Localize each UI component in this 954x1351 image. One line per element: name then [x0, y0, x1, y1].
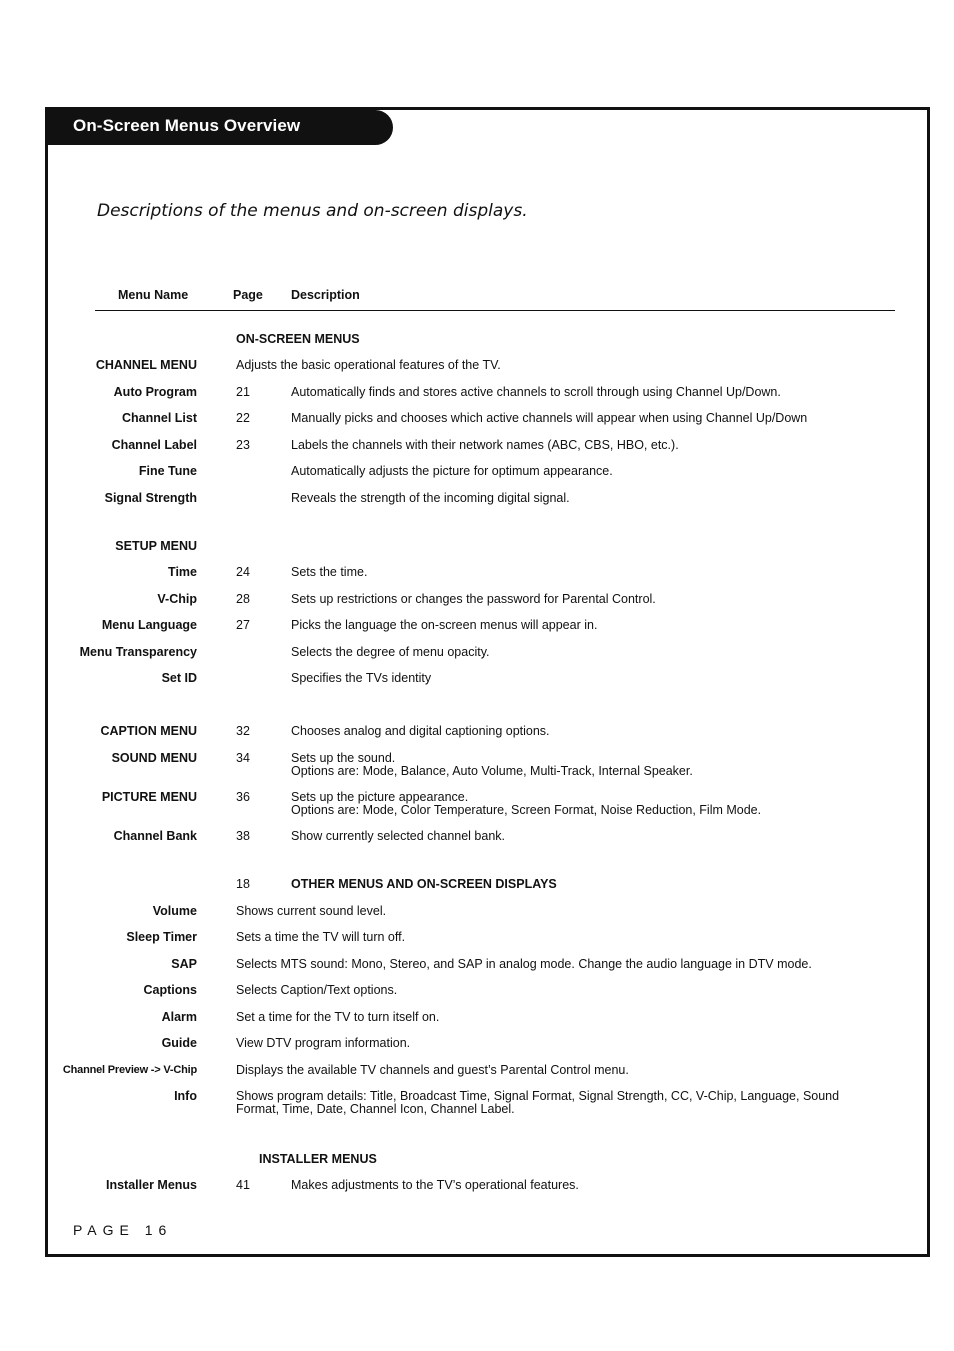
table-row [0, 725, 954, 741]
page-number-cell: 22 [236, 411, 250, 425]
description-cell [236, 1090, 839, 1116]
menu-name: Menu Language [101, 618, 197, 632]
table-row [0, 1037, 954, 1053]
description-cell [291, 1179, 579, 1192]
description-cell [236, 359, 501, 372]
page-number-cell: 23 [236, 438, 250, 452]
table-row [0, 958, 954, 974]
description-line-2: Options are: Mode, Balance, Auto Volume, Multi-Track, Internal Speaker. [291, 764, 693, 778]
table-row [0, 412, 954, 428]
column-header-description: Description [291, 288, 360, 302]
description-cell [236, 1064, 629, 1077]
description-line: Adjusts the basic operational features of the TV. [236, 358, 501, 372]
menu-name: CHANNEL MENU [95, 358, 197, 372]
description-line: Reveals the strength of the incoming digital signal. [291, 491, 570, 505]
description-line: Displays the available TV channels and guest’s Parental Control menu. [236, 1063, 629, 1077]
description-line: View DTV program information. [236, 1036, 411, 1050]
page-number-cell: 34 [236, 751, 250, 765]
page-subtitle: Descriptions of the menus and on-screen displays. [97, 201, 528, 221]
description-cell [291, 492, 570, 505]
menu-name: Sleep Timer [126, 930, 197, 944]
description-cell [236, 931, 405, 944]
menu-name: Volume [152, 904, 197, 918]
page-number-cell: 27 [236, 618, 250, 632]
description-cell [291, 566, 367, 579]
menu-name: Captions [143, 983, 197, 997]
page-number-cell: 32 [236, 724, 250, 738]
description-line: Selects Caption/Text options. [236, 983, 398, 997]
menu-name: Installer Menus [106, 1178, 197, 1192]
page-number-cell: 21 [236, 385, 250, 399]
description-cell [291, 830, 505, 843]
menu-name: Channel Bank [113, 829, 197, 843]
page-number: PAGE 16 [73, 1222, 173, 1238]
description-cell [291, 386, 781, 399]
page-number-cell: 28 [236, 592, 250, 606]
section-title: On-Screen Menus Overview [73, 116, 301, 135]
table-row [0, 465, 954, 481]
menu-name: V-Chip [157, 592, 197, 606]
page-number-cell: 38 [236, 829, 250, 843]
description-cell [291, 752, 693, 778]
description-line: OTHER MENUS AND ON-SCREEN DISPLAYS [291, 877, 557, 891]
table-row [0, 1064, 954, 1080]
menu-name: CAPTION MENU [100, 724, 197, 738]
menu-name: Channel List [121, 411, 197, 425]
description-line: Selects the degree of menu opacity. [291, 645, 490, 659]
description-cell [291, 725, 550, 738]
description-line-2: Options are: Mode, Color Temperature, Screen Format, Noise Reduction, Film Mode. [291, 803, 762, 817]
page-number-cell: 41 [236, 1178, 250, 1192]
description-cell [291, 593, 656, 606]
description-line: Chooses analog and digital captioning options. [291, 724, 550, 738]
table-row [0, 984, 954, 1000]
menu-name: Menu Transparency [79, 645, 197, 659]
description-cell [291, 672, 431, 685]
table-row [0, 646, 954, 662]
description-cell [236, 1011, 439, 1024]
table-row [0, 751, 954, 778]
table-row [0, 931, 954, 947]
table-row [0, 619, 954, 635]
description-line: Sets up restrictions or changes the password for Parental Control. [291, 592, 656, 606]
description-line: Automatically adjusts the picture for optimum appearance. [291, 464, 613, 478]
description-cell [291, 878, 557, 891]
menu-name: SETUP MENU [115, 539, 197, 553]
description-line: Automatically finds and stores active channels to scroll through using Channel Up/Down. [291, 385, 781, 399]
header-rule [95, 310, 895, 311]
table-row [0, 1089, 954, 1116]
table-row [0, 1153, 954, 1169]
table-row [0, 905, 954, 921]
description-line: Sets a time the TV will turn off. [236, 930, 406, 944]
description-line: Labels the channels with their network names (ABC, CBS, HBO, etc.). [291, 438, 679, 452]
table-row [0, 386, 954, 402]
table-row [0, 566, 954, 582]
menu-name: SAP [171, 957, 197, 971]
table-row [0, 1179, 954, 1195]
table-row [0, 492, 954, 508]
table-row [0, 672, 954, 688]
description-line: Makes adjustments to the TV’s operational features. [291, 1178, 579, 1192]
description-cell [291, 465, 613, 478]
table-row [0, 333, 954, 349]
table-row [0, 439, 954, 455]
description-cell [259, 1153, 377, 1166]
description-line: ON-SCREEN MENUS [236, 332, 360, 346]
table-row [0, 830, 954, 846]
description-line: Sets up the sound. [291, 751, 396, 765]
menu-name: Info [174, 1089, 197, 1103]
menu-name: PICTURE MENU [101, 790, 197, 804]
description-cell [291, 619, 597, 632]
menu-name: Channel Preview -> V-Chip [62, 1064, 197, 1076]
description-cell [291, 646, 490, 659]
description-line: INSTALLER MENUS [259, 1152, 377, 1166]
description-line: Manually picks and chooses which active channels will appear when using Channel Up/Down [291, 411, 808, 425]
column-header-menu-name: Menu Name [118, 288, 189, 302]
description-cell [291, 439, 679, 452]
table-row [0, 1011, 954, 1027]
description-line: Sets the time. [291, 565, 368, 579]
description-line: Shows program details: Title, Broadcast Time, Signal Format, Signal Strength, CC, V-Chip, Language, Sound [236, 1089, 840, 1103]
column-header-page: Page [233, 288, 263, 302]
description-cell [236, 984, 397, 997]
table-row [0, 359, 954, 375]
description-cell [291, 791, 761, 817]
description-line: Shows current sound level. [236, 904, 387, 918]
menu-name: Time [168, 565, 197, 579]
description-line: Specifies the TVs identity [291, 671, 432, 685]
description-cell [236, 958, 812, 971]
menu-name: Guide [161, 1036, 197, 1050]
table-row [0, 790, 954, 817]
page-number-cell: 18 [236, 877, 250, 891]
menu-name: Auto Program [113, 385, 197, 399]
menu-name: Set ID [161, 671, 197, 685]
page-number-cell: 36 [236, 790, 250, 804]
menu-name: SOUND MENU [111, 751, 197, 765]
description-line: Show currently selected channel bank. [291, 829, 506, 843]
description-line: Selects MTS sound: Mono, Stereo, and SAP in analog mode. Change the audio language in DTV mode. [236, 957, 812, 971]
table-row [0, 593, 954, 609]
description-line: Set a time for the TV to turn itself on. [236, 1010, 440, 1024]
table-row [0, 540, 954, 556]
description-line: Picks the language the on-screen menus will appear in. [291, 618, 598, 632]
menu-name: Channel Label [111, 438, 197, 452]
description-cell [236, 333, 360, 346]
menu-name: Alarm [161, 1010, 197, 1024]
description-cell [236, 1037, 410, 1050]
menu-name: Fine Tune [138, 464, 197, 478]
menu-name: Signal Strength [104, 491, 197, 505]
description-line-2: Format, Time, Date, Channel Icon, Channel Label. [236, 1102, 515, 1116]
description-line: Sets up the picture appearance. [291, 790, 469, 804]
description-cell [236, 905, 386, 918]
description-cell [291, 412, 807, 425]
table-row [0, 878, 954, 894]
page-number-cell: 24 [236, 565, 250, 579]
